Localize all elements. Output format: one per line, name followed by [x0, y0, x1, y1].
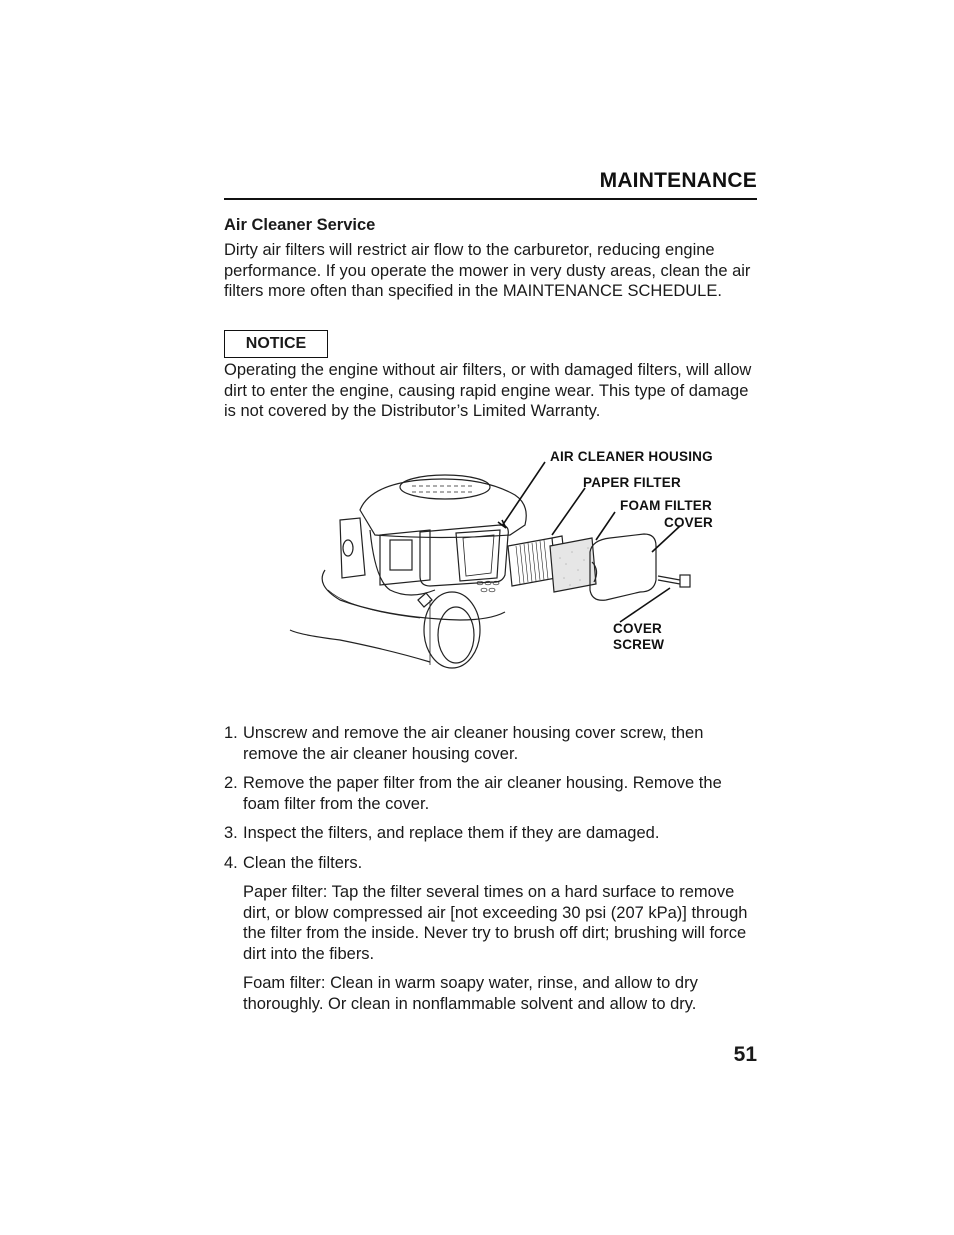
step-item: [224, 723, 757, 764]
cleaning-instructions: [224, 882, 757, 1023]
subsection-heading: Air Cleaner Service: [224, 216, 376, 234]
procedure-steps: [224, 723, 757, 882]
air-cleaner-illustration: [280, 440, 740, 675]
label-foam-filter-cover-line1: FOAM FILTER: [620, 498, 712, 513]
mower-deck: [290, 630, 430, 662]
step-item: [224, 823, 757, 844]
label-cover-screw-line1: COVER: [613, 621, 663, 636]
notice-box: [224, 330, 328, 358]
label-foam-filter-cover-line2: COVER: [664, 515, 714, 530]
label-air-cleaner-housing: AIR CLEANER HOUSING: [550, 449, 713, 464]
step-item: [224, 853, 757, 874]
foam-filter-instructions: Foam filter: Clean in warm soapy water, rinse, and allow to dry thoroughly. Or clean in nonflammable solvent and allow to dry.: [243, 974, 698, 1013]
page-number: 51: [733, 1043, 757, 1066]
cover-screw-drawing: [658, 575, 690, 587]
foam-filter-cover-drawing: [590, 534, 656, 600]
intro-paragraph: Dirty air filters will restrict air flow to the carburetor, reducing engine performance. If you operate the mower in very dusty areas, clean the air filters more often than specified in the MAINTENANCE SCHEDULE.: [224, 241, 751, 300]
step-number: 2.: [224, 774, 238, 792]
step-text: Clean the filters.: [243, 853, 363, 872]
engine-shroud: [360, 479, 526, 538]
notice-paragraph: Operating the engine without air filters, or with damaged filters, will allow dirt to enter the engine, causing rapid engine wear. This type of damage is not covered by the Distributor’s Limited Warranty.: [224, 361, 752, 420]
header-rule: [224, 198, 757, 200]
step-number: 4.: [224, 853, 238, 872]
notice-label: NOTICE: [245, 335, 307, 352]
rear-wheel: [424, 592, 480, 668]
step-text: Inspect the filters, and replace them if they are damaged.: [243, 824, 660, 842]
foam-filter: [550, 538, 596, 592]
step-number: 1.: [224, 724, 238, 742]
step-text: Remove the paper filter from the air cleaner housing. Remove the foam filter from the cover.: [243, 774, 722, 813]
step-item: [224, 773, 757, 814]
paper-filter-instructions: Paper filter: Tap the filter several times on a hard surface to remove dirt, or blow compressed air [not exceeding 30 psi (207 kPa)] through the filter from the inside. Never try to brush off dirt; brushing will force dirt into the fibers.: [243, 883, 748, 963]
step-number: 3.: [224, 824, 238, 842]
label-paper-filter: PAPER FILTER: [583, 475, 681, 490]
label-cover-screw-line2: SCREW: [613, 637, 665, 652]
step-text: Unscrew and remove the air cleaner housing cover screw, then remove the air cleaner housing cover.: [243, 724, 704, 763]
section-title: MAINTENANCE: [599, 169, 757, 192]
